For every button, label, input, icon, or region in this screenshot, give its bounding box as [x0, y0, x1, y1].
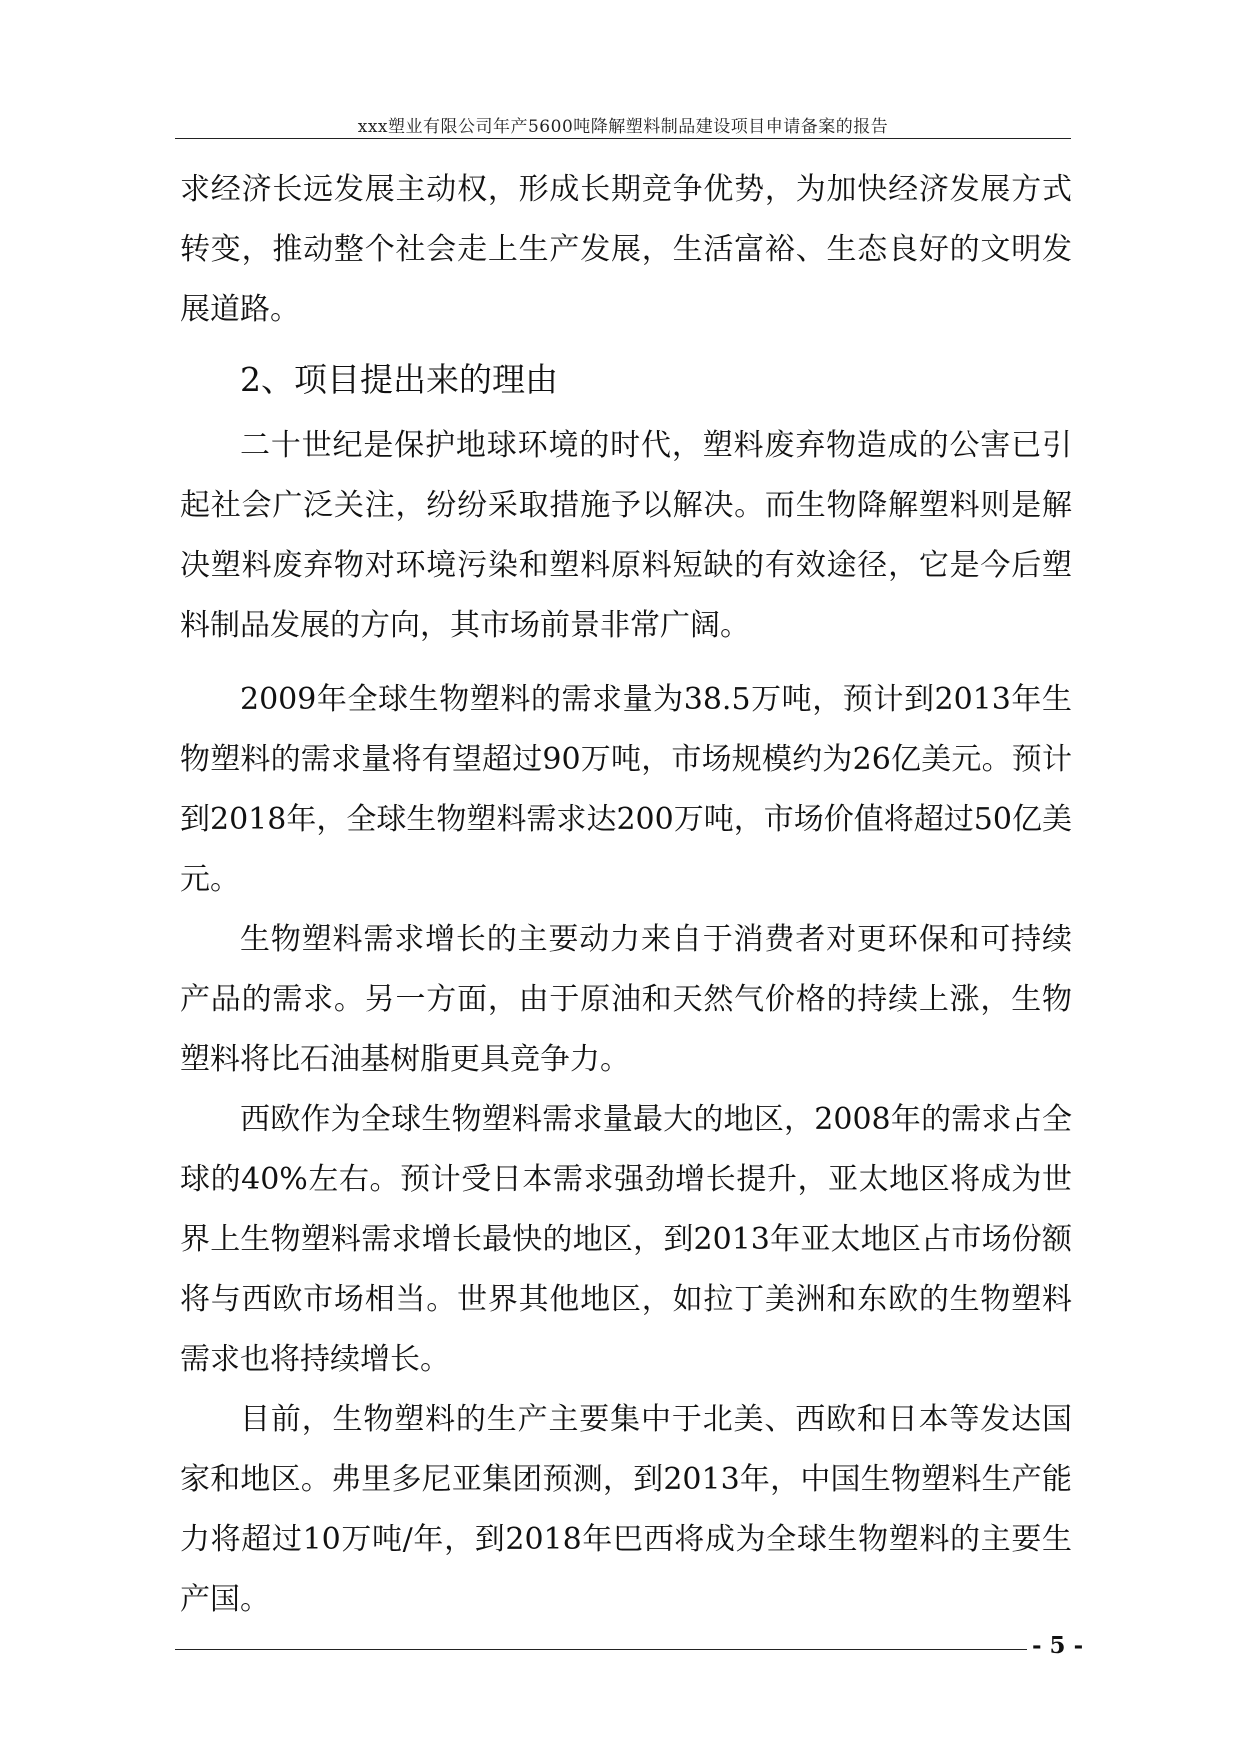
- running-header: xxx塑业有限公司年产5600吨降解塑料制品建设项目申请备案的报告: [357, 117, 889, 137]
- footer-divider: [175, 1649, 1027, 1650]
- paragraph-growth-drivers: 生物塑料需求增长的主要动力来自于消费者对更环保和可持续产品的需求。另一方面，由于原油和天然气价格的持续上涨，生物塑料将比石油基树脂更具竞争力。: [180, 922, 1072, 1077]
- document-body: [180, 160, 1072, 1630]
- paragraph-demand-forecast: 2009年全球生物塑料的需求量为38.5万吨，预计到2013年生物塑料的需求量将有望超过90万吨，市场规模约为26亿美元。预计到2018年，全球生物塑料需求达200万吨，市场价值将超过50亿美元。: [180, 682, 1072, 897]
- paragraph-regional-demand: 西欧作为全球生物塑料需求量最大的地区，2008年的需求占全球的40%左右。预计受日本需求强劲增长提升，亚太地区将成为世界上生物塑料需求增长最快的地区，到2013年亚太地区占市场份额将与西欧市场相当。世界其他地区，如拉丁美洲和东欧的生物塑料需求也将持续增长。: [180, 1102, 1072, 1377]
- section-heading: 2、项目提出来的理由: [240, 360, 558, 399]
- paragraph-production: 目前，生物塑料的生产主要集中于北美、西欧和日本等发达国家和地区。弗里多尼亚集团预测，到2013年，中国生物塑料生产能力将超过10万吨/年，到2018年巴西将成为全球生物塑料的主要生产国。: [180, 1402, 1072, 1617]
- page-number: - 5 -: [1032, 1632, 1084, 1659]
- paragraph-environment: 二十世纪是保护地球环境的时代，塑料废弃物造成的公害已引起社会广泛关注，纷纷采取措施予以解决。而生物降解塑料则是解决塑料废弃物对环境污染和塑料原料短缺的有效途径，它是今后塑料制品发展的方向，其市场前景非常广阔。: [180, 428, 1072, 643]
- paragraph-continuation: 求经济长远发展主动权，形成长期竞争优势，为加快经济发展方式转变，推动整个社会走上生产发展，生活富裕、生态良好的文明发展道路。: [180, 172, 1072, 327]
- header-divider: [175, 138, 1071, 139]
